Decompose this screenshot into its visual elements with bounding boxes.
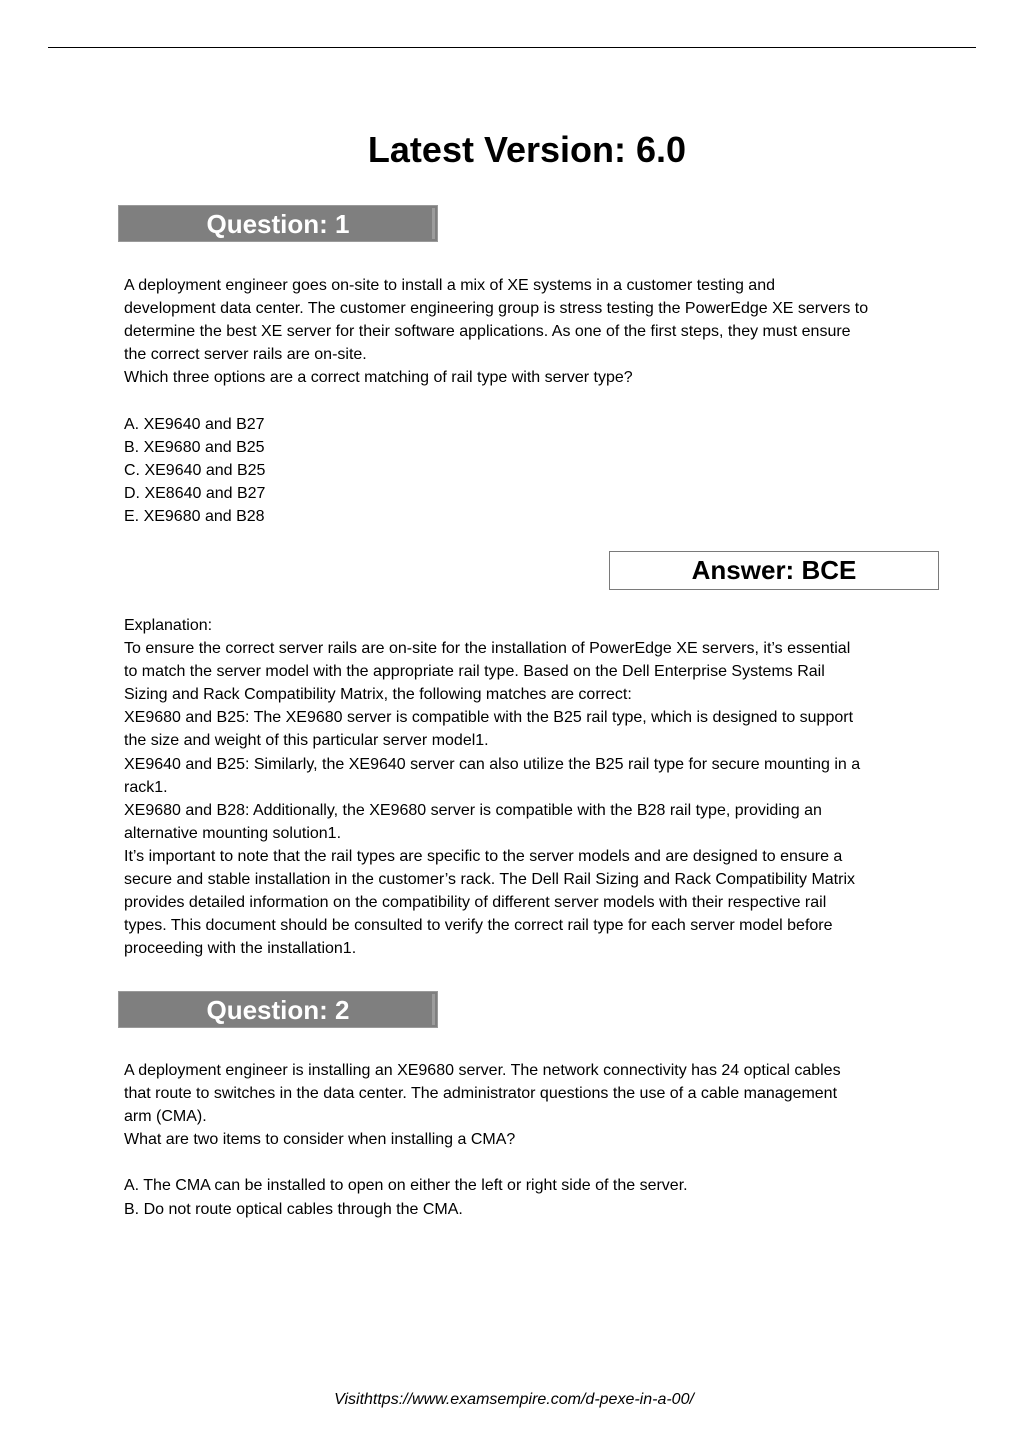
question-1-option-d: D. XE8640 and B27 [124, 484, 266, 502]
header-rule [48, 47, 976, 48]
explanation-line: the size and weight of this particular server model1. [124, 732, 489, 750]
question-2-prompt-line: that route to switches in the data center. The administrator questions the use of a cable management [124, 1085, 838, 1103]
question-1-prompt-line: the correct server rails are on-site. [124, 346, 367, 364]
explanation-line: provides detailed information on the compatibility of different server models with their respective rail [124, 894, 827, 912]
question-1-option-a: A. XE9640 and B27 [124, 415, 265, 433]
explanation-line: secure and stable installation in the customer’s rack. The Dell Rail Sizing and Rack Compatibility Matrix [124, 871, 855, 889]
question-1-answer: Answer: BCE [609, 551, 939, 590]
question-2-prompt-line: arm (CMA). [124, 1108, 207, 1126]
question-1-explanation [124, 614, 934, 960]
question-1-prompt-line: Which three options are a correct matching of rail type with server type? [124, 369, 633, 387]
page-title: Latest Version: 6.0 [367, 129, 687, 170]
explanation-line: rack1. [124, 778, 168, 796]
question-1-option-b: B. XE9680 and B25 [124, 438, 265, 456]
explanation-line: XE9640 and B25: Similarly, the XE9640 server can also utilize the B25 rail type for secure mounting in a [124, 755, 861, 773]
explanation-line: It’s important to note that the rail types are specific to the server models and are designed to ensure a [124, 847, 843, 865]
question-1-prompt-line: determine the best XE server for their software applications. As one of the first steps, they must ensure [124, 323, 851, 341]
spacer [124, 389, 934, 412]
explanation-line: to match the server model with the appropriate rail type. Based on the Dell Enterprise Systems Rail [124, 663, 825, 681]
spacer [124, 1151, 934, 1174]
explanation-line: types. This document should be consulted to verify the correct rail type for each server model before [124, 917, 833, 935]
question-1-option-e: E. XE9680 and B28 [124, 507, 265, 525]
footer-link[interactable]: Visithttps://www.examsempire.com/d-pexe-in-a-00/ [334, 1391, 694, 1408]
question-2-prompt-line: A deployment engineer is installing an XE9680 server. The network connectivity has 24 optical cables [124, 1062, 841, 1079]
question-2-option-b: B. Do not route optical cables through the CMA. [124, 1200, 463, 1218]
question-2-option-a: A. The CMA can be installed to open on either the left or right side of the server. [124, 1177, 688, 1195]
question-2-header: Question: 2 [118, 991, 438, 1028]
explanation-line: Sizing and Rack Compatibility Matrix, the following matches are correct: [124, 686, 632, 704]
explanation-line: proceeding with the installation1. [124, 940, 357, 958]
question-2-prompt-line: What are two items to consider when installing a CMA? [124, 1131, 516, 1149]
question-1-option-c: C. XE9640 and B25 [124, 461, 266, 479]
question-1-header: Question: 1 [118, 205, 438, 242]
explanation-line: To ensure the correct server rails are on-site for the installation of PowerEdge XE servers, it’s essential [124, 640, 851, 658]
explanation-line: alternative mounting solution1. [124, 824, 342, 842]
question-1-prompt-line: A deployment engineer goes on-site to install a mix of XE systems in a customer testing and [124, 277, 775, 294]
question-1-body [124, 274, 934, 528]
question-1-prompt-line: development data center. The customer engineering group is stress testing the PowerEdge XE servers to [124, 300, 869, 318]
question-2-body [124, 1059, 934, 1221]
explanation-line: XE9680 and B28: Additionally, the XE9680 server is compatible with the B28 rail type, providing an [124, 801, 822, 819]
explanation-line: XE9680 and B25: The XE9680 server is compatible with the B25 rail type, which is designed to support [124, 709, 854, 727]
explanation-line: Explanation: [124, 617, 213, 634]
